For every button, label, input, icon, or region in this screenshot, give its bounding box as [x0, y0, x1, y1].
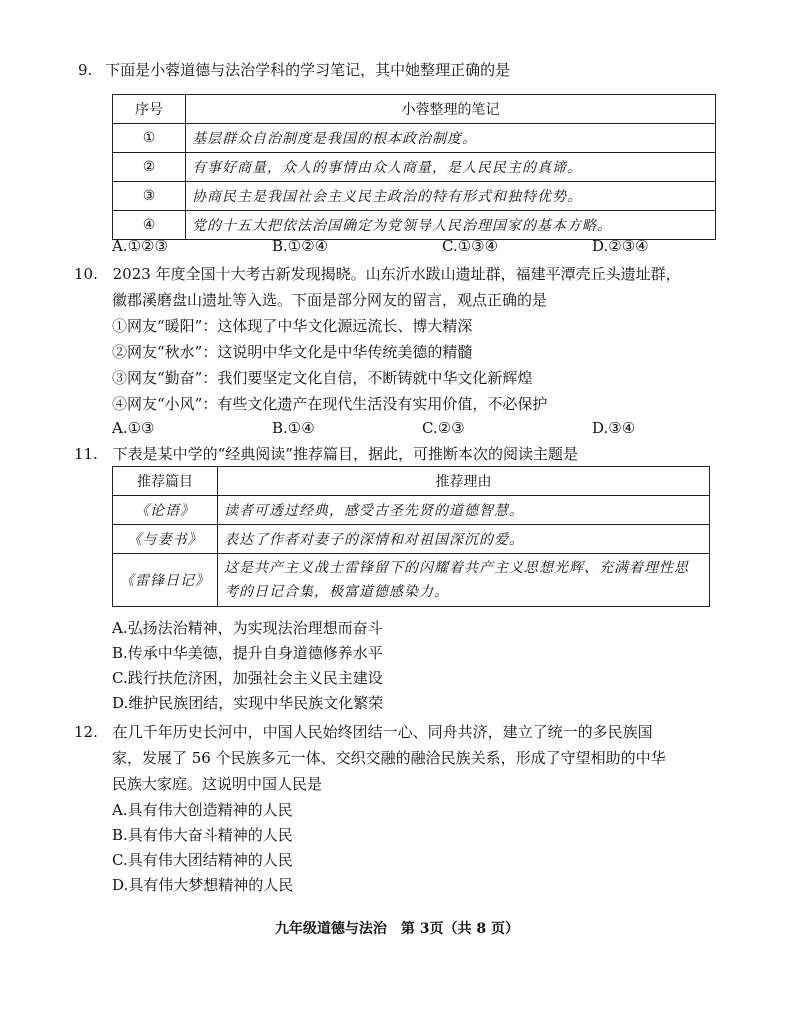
table-cell: 读者可透过经典，感受古圣先贤的道德智慧。 — [218, 496, 710, 525]
option-b[interactable]: B.①④ — [272, 419, 315, 437]
table-cell: 有事好商量，众人的事情由众人商量，是人民民主的真谛。 — [186, 153, 716, 182]
question-number: 11. — [74, 445, 98, 463]
question-10-stem — [74, 262, 681, 286]
option-c[interactable]: C.①③④ — [442, 237, 499, 255]
table-cell: ① — [113, 124, 186, 153]
table-cell: 《与妻书》 — [113, 525, 218, 554]
question-text: 民族大家庭。这说明中国人民是 — [112, 775, 323, 793]
option-a[interactable]: A.①②③ — [112, 237, 168, 255]
table-cell: ② — [113, 153, 186, 182]
option-d[interactable]: D.③④ — [592, 419, 636, 437]
option-a[interactable]: A.①③ — [112, 419, 155, 437]
question-text: 徽郡溪磨盘山遗址等入选。下面是部分网友的留言，观点正确的是 — [112, 291, 548, 309]
q11-reading-table — [112, 466, 710, 607]
table-header: 序号 — [113, 95, 186, 124]
table-header: 推荐篇目 — [113, 467, 218, 496]
option-a[interactable]: A.弘扬法治精神，为实现法治理想而奋斗 — [112, 619, 383, 637]
table-row — [113, 124, 716, 153]
table-cell: 这是共产主义战士雷锋留下的闪耀着共产主义思想光辉、充满着理性思考的日记合集，极富道德感染力。 — [218, 554, 710, 607]
table-row — [113, 496, 710, 525]
option-b[interactable]: B.具有伟大奋斗精神的人民 — [112, 826, 293, 844]
question-number: 12. — [74, 723, 98, 741]
option-d[interactable]: D.具有伟大梦想精神的人民 — [112, 876, 294, 894]
table-cell: 协商民主是我国社会主义民主政治的特有形式和独特优势。 — [186, 182, 716, 211]
option-c[interactable]: C.②③ — [422, 419, 465, 437]
statement-1: ①网友“暖阳”：这体现了中华文化源远流长、博大精深 — [112, 317, 473, 335]
table-row — [113, 153, 716, 182]
statement-2: ②网友“秋水”：这说明中华文化是中华传统美德的精髓 — [112, 343, 473, 361]
option-c[interactable]: C.具有伟大团结精神的人民 — [112, 851, 293, 869]
table-cell: 基层群众自治制度是我国的根本政治制度。 — [186, 124, 716, 153]
q9-notes-table — [112, 94, 716, 240]
table-cell: 表达了作者对妻子的深情和对祖国深沉的爱。 — [218, 525, 710, 554]
table-cell: 《论语》 — [113, 496, 218, 525]
table-row — [113, 182, 716, 211]
question-text: 下面是小蓉道德与法治学科的学习笔记，其中她整理正确的是 — [105, 61, 511, 79]
q10-options — [112, 416, 732, 440]
question-11-stem — [74, 442, 578, 466]
option-d[interactable]: D.②③④ — [592, 237, 649, 255]
option-d[interactable]: D.维护民族团结，实现中华民族文化繁荣 — [112, 694, 384, 712]
option-a[interactable]: A.具有伟大创造精神的人民 — [112, 801, 293, 819]
option-b[interactable]: B.①②④ — [272, 237, 329, 255]
table-row — [113, 554, 710, 607]
question-text: 家，发展了 56 个民族多元一体、交织交融的融洽民族关系，形成了守望相助的中华 — [112, 749, 666, 767]
table-header: 推荐理由 — [218, 467, 710, 496]
table-cell: 《雷锋日记》 — [113, 554, 218, 607]
table-cell: ③ — [113, 182, 186, 211]
q9-options — [112, 234, 732, 258]
table-cell: 党的十五大把依法治国确定为党领导人民治理国家的基本方略。 — [186, 211, 716, 240]
statement-3: ③网友“勤奋”：我们要坚定文化自信，不断铸就中华文化新辉煌 — [112, 369, 533, 387]
page-footer: 九年级道德与法治 第 3页（共 8 页） — [274, 921, 520, 937]
question-number: 9. — [78, 61, 93, 79]
table-row — [113, 525, 710, 554]
statement-4: ④网友“小风”：有些文化遗产在现代生活没有实用价值，不必保护 — [112, 395, 548, 413]
question-text: 在几千年历史长河中，中国人民始终团结一心、同舟共济，建立了统一的多民族国 — [112, 723, 653, 741]
question-9-stem — [78, 58, 510, 82]
question-text: 下表是某中学的“经典阅读”推荐篇目，据此，可推断本次的阅读主题是 — [112, 445, 578, 463]
option-c[interactable]: C.践行扶危济困，加强社会主义民主建设 — [112, 669, 383, 687]
table-header: 小蓉整理的笔记 — [186, 95, 716, 124]
question-number: 10. — [74, 265, 98, 283]
option-b[interactable]: B.传承中华美德，提升自身道德修养水平 — [112, 644, 383, 662]
table-cell: ④ — [113, 211, 186, 240]
question-12-stem — [74, 720, 653, 744]
question-text: 2023 年度全国十大考古新发现揭晓。山东沂水跋山遗址群，福建平潭壳丘头遗址群， — [112, 265, 681, 283]
